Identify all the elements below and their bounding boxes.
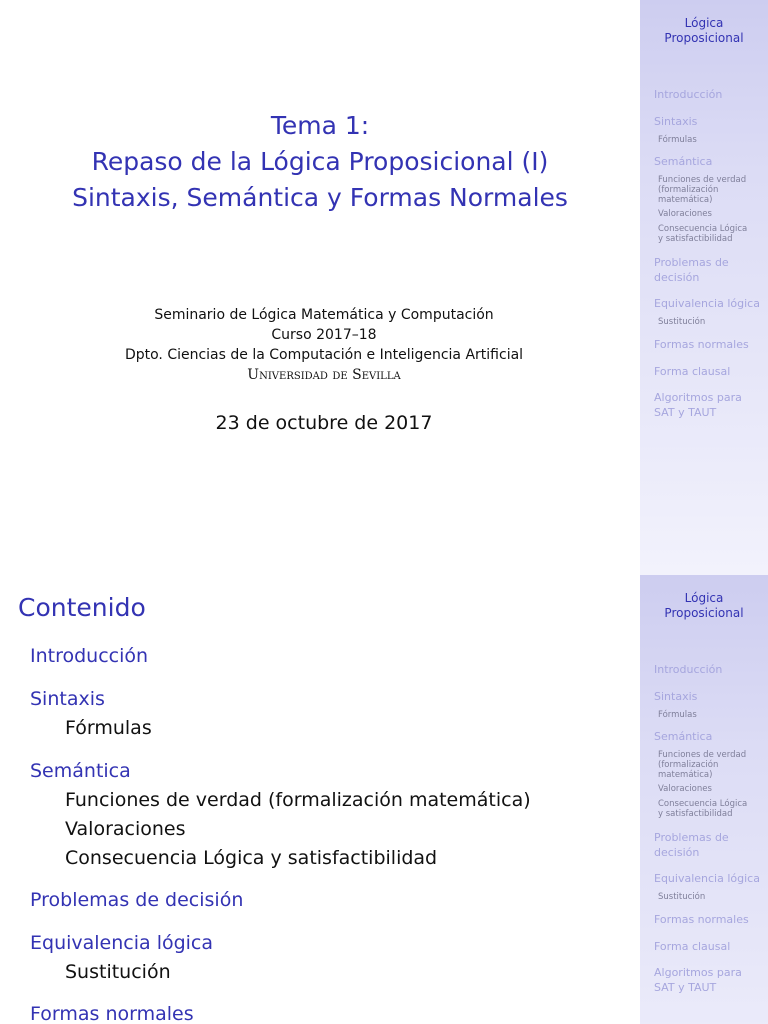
- author-info: [0, 305, 648, 385]
- sidebar-item-formas-normales[interactable]: Formas normales: [654, 338, 749, 351]
- university-name: Universidad de Sevilla: [247, 367, 401, 383]
- sidebar-subitem-funciones-2[interactable]: (formalización: [658, 760, 719, 770]
- presentation-date: 23 de octubre de 2017: [215, 412, 433, 434]
- sidebar-item-forma-clausal[interactable]: Forma clausal: [654, 940, 731, 953]
- title-line-2: Repaso de la Lógica Proposicional (I): [91, 147, 549, 176]
- sidebar-subitem-consecuencia-1[interactable]: Consecuencia Lógica: [658, 224, 748, 234]
- sidebar-navigation: [640, 575, 768, 1024]
- toc-item-sintaxis[interactable]: Sintaxis: [30, 688, 105, 710]
- seminar-name: Seminario de Lógica Matemática y Computación: [154, 307, 494, 323]
- toc-item-problemas[interactable]: Problemas de decisión: [30, 889, 244, 911]
- toc-item-semantica[interactable]: Semántica: [30, 760, 131, 782]
- sidebar-subitem-formulas[interactable]: Fórmulas: [658, 135, 697, 145]
- sidebar-subitem-valoraciones[interactable]: Valoraciones: [658, 784, 712, 794]
- sidebar-item-sintaxis[interactable]: Sintaxis: [654, 115, 698, 128]
- sidebar-title-line-1: Lógica: [684, 16, 724, 30]
- sidebar-item-equivalencia[interactable]: Equivalencia lógica: [654, 872, 760, 885]
- contents-slide: [0, 575, 768, 1024]
- sidebar-subitem-funciones-3[interactable]: matemática): [658, 770, 713, 780]
- toc-subitem-consecuencia[interactable]: Consecuencia Lógica y satisfactibilidad: [65, 847, 438, 869]
- sidebar-subitem-funciones-3[interactable]: matemática): [658, 195, 713, 205]
- contents-heading: Contenido: [18, 593, 146, 622]
- sidebar-item-problemas-2[interactable]: decisión: [654, 271, 700, 284]
- toc-subitem-sustitucion[interactable]: Sustitución: [65, 961, 171, 983]
- sidebar-item-introduccion[interactable]: Introducción: [654, 88, 723, 101]
- sidebar-item-semantica[interactable]: Semántica: [654, 730, 713, 743]
- sidebar-item-sintaxis[interactable]: Sintaxis: [654, 690, 698, 703]
- sidebar-navigation: [640, 0, 768, 575]
- sidebar-item-equivalencia[interactable]: Equivalencia lógica: [654, 297, 760, 310]
- sidebar-subitem-sustitucion[interactable]: Sustitución: [658, 317, 706, 327]
- toc-subitem-valoraciones[interactable]: Valoraciones: [65, 818, 186, 840]
- sidebar-subitem-consecuencia-2[interactable]: y satisfactibilidad: [658, 234, 733, 244]
- sidebar-title-line-1: Lógica: [684, 591, 724, 605]
- toc-item-formas-normales[interactable]: Formas normales: [30, 1003, 194, 1024]
- sidebar-subitem-funciones-1[interactable]: Funciones de verdad: [658, 175, 747, 185]
- sidebar-item-semantica[interactable]: Semántica: [654, 155, 713, 168]
- sidebar-subitem-valoraciones[interactable]: Valoraciones: [658, 209, 712, 219]
- sidebar-subitem-funciones-2[interactable]: (formalización: [658, 185, 719, 195]
- sidebar-subitem-consecuencia-2[interactable]: y satisfactibilidad: [658, 809, 733, 819]
- sidebar-title[interactable]: [640, 591, 768, 621]
- sidebar-subitem-consecuencia-1[interactable]: Consecuencia Lógica: [658, 799, 748, 809]
- toc-subitem-funciones[interactable]: Funciones de verdad (formalización matemática): [65, 789, 531, 811]
- toc-item-equivalencia[interactable]: Equivalencia lógica: [30, 932, 214, 954]
- sidebar-item-problemas-1[interactable]: Problemas de: [654, 831, 729, 844]
- toc-item-introduccion[interactable]: Introducción: [30, 645, 149, 667]
- department-name: Dpto. Ciencias de la Computación e Inteligencia Artificial: [124, 347, 524, 363]
- title-line-3: Sintaxis, Semántica y Formas Normales: [72, 183, 568, 212]
- sidebar-item-problemas-2[interactable]: decisión: [654, 846, 700, 859]
- sidebar-item-forma-clausal[interactable]: Forma clausal: [654, 365, 731, 378]
- slide-title: [0, 108, 640, 216]
- sidebar-title[interactable]: [640, 16, 768, 46]
- sidebar-subitem-formulas[interactable]: Fórmulas: [658, 710, 697, 720]
- sidebar-title-line-2: Proposicional: [664, 606, 744, 620]
- sidebar-subitem-funciones-1[interactable]: Funciones de verdad: [658, 750, 747, 760]
- sidebar-item-algoritmos-1[interactable]: Algoritmos para: [654, 966, 742, 979]
- title-line-1: Tema 1:: [270, 111, 370, 140]
- sidebar-subitem-sustitucion[interactable]: Sustitución: [658, 892, 706, 902]
- sidebar-item-introduccion[interactable]: Introducción: [654, 663, 723, 676]
- sidebar-item-algoritmos-2[interactable]: SAT y TAUT: [654, 406, 717, 419]
- sidebar-title-line-2: Proposicional: [664, 31, 744, 45]
- toc-subitem-formulas[interactable]: Fórmulas: [65, 717, 152, 739]
- sidebar-item-algoritmos-1[interactable]: Algoritmos para: [654, 391, 742, 404]
- sidebar-item-algoritmos-2[interactable]: SAT y TAUT: [654, 981, 717, 994]
- sidebar-item-formas-normales[interactable]: Formas normales: [654, 913, 749, 926]
- sidebar-item-problemas-1[interactable]: Problemas de: [654, 256, 729, 269]
- course-year: Curso 2017–18: [271, 327, 377, 343]
